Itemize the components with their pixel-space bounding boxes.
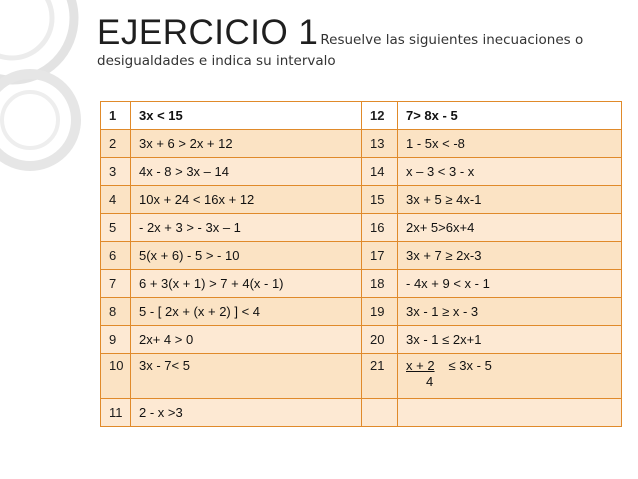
inequality-expression: 3x + 7 ≥ 2x-3 xyxy=(398,242,622,270)
inequality-expression: 3x < 15 xyxy=(131,102,362,130)
exercise-number: 3 xyxy=(101,158,131,186)
inequality-expression: 5(x + 6) - 5 > - 10 xyxy=(131,242,362,270)
exercise-number: 9 xyxy=(101,326,131,354)
exercise-number: 18 xyxy=(362,270,398,298)
exercise-number: 7 xyxy=(101,270,131,298)
exercise-number: 17 xyxy=(362,242,398,270)
inequality-expression: 3x - 1 ≥ x - 3 xyxy=(398,298,622,326)
inequality-expression: 10x + 24 < 16x + 12 xyxy=(131,186,362,214)
exercise-number xyxy=(362,399,398,427)
deco-circle-outer xyxy=(0,0,74,80)
exercise-row xyxy=(101,186,622,214)
exercise-row xyxy=(101,214,622,242)
inequality-expression: 1 - 5x < -8 xyxy=(398,130,622,158)
exercise-number: 16 xyxy=(362,214,398,242)
exercise-row xyxy=(101,102,622,130)
inequality-expression: 3x + 5 ≥ 4x-1 xyxy=(398,186,622,214)
inequality-expression: 2x+ 5>6x+4 xyxy=(398,214,622,242)
exercise-number: 21 xyxy=(362,354,398,399)
exercise-row xyxy=(101,399,622,427)
exercise-number: 20 xyxy=(362,326,398,354)
inequality-expression: 5 - [ 2x + (x + 2) ] < 4 xyxy=(131,298,362,326)
exercise-number: 1 xyxy=(101,102,131,130)
inequality-expression: 3x + 6 > 2x + 12 xyxy=(131,130,362,158)
exercise-row xyxy=(101,242,622,270)
exercise-row xyxy=(101,326,622,354)
exercise-number: 14 xyxy=(362,158,398,186)
exercise-table-body xyxy=(101,102,622,427)
inequality-expression: 2x+ 4 > 0 xyxy=(131,326,362,354)
exercise-number: 19 xyxy=(362,298,398,326)
deco-circle-lower xyxy=(0,74,76,166)
fraction-denominator: 4 xyxy=(426,374,434,389)
instruction-text: Resuelve las siguientes inecuaciones o xyxy=(320,32,584,48)
fraction-numerator: x + 2 xyxy=(406,358,435,373)
exercise-row xyxy=(101,298,622,326)
inequality-expression: 2 - x >3 xyxy=(131,399,362,427)
exercise-row xyxy=(101,354,622,399)
inequality-expression: 3x - 7< 5 xyxy=(131,354,362,399)
inequality-expression: - 4x + 9 < x - 1 xyxy=(398,270,622,298)
inequality-expression: - 2x + 3 > - 3x – 1 xyxy=(131,214,362,242)
exercise-row xyxy=(101,158,622,186)
exercise-number: 13 xyxy=(362,130,398,158)
exercise-title: EJERCICIO 1 xyxy=(97,13,319,52)
inequality-expression xyxy=(398,354,622,399)
title-line xyxy=(97,13,627,53)
exercise-number: 12 xyxy=(362,102,398,130)
deco-circle-lower-inner xyxy=(2,92,58,148)
inequality-expression: 3x - 1 ≤ 2x+1 xyxy=(398,326,622,354)
inequality-expression: x – 3 < 3 - x xyxy=(398,158,622,186)
exercise-number: 5 xyxy=(101,214,131,242)
inequality-expression: 6 + 3(x + 1) > 7 + 4(x - 1) xyxy=(131,270,362,298)
exercise-number: 8 xyxy=(101,298,131,326)
exercise-number: 10 xyxy=(101,354,131,399)
instruction-text-continued: desigualdades e indica su intervalo xyxy=(97,53,336,69)
inequality-expression xyxy=(398,399,622,427)
exercise-number: 4 xyxy=(101,186,131,214)
inequality-expression: 7> 8x - 5 xyxy=(398,102,622,130)
inequality-remainder: ≤ 3x - 5 xyxy=(448,358,492,373)
exercise-table xyxy=(100,101,622,427)
deco-circle-inner xyxy=(0,0,52,58)
inequality-expression: 4x - 8 > 3x – 14 xyxy=(131,158,362,186)
exercise-number: 2 xyxy=(101,130,131,158)
exercise-number: 11 xyxy=(101,399,131,427)
exercise-number: 15 xyxy=(362,186,398,214)
exercise-number: 6 xyxy=(101,242,131,270)
exercise-row xyxy=(101,130,622,158)
fraction xyxy=(406,358,435,389)
exercise-row xyxy=(101,270,622,298)
